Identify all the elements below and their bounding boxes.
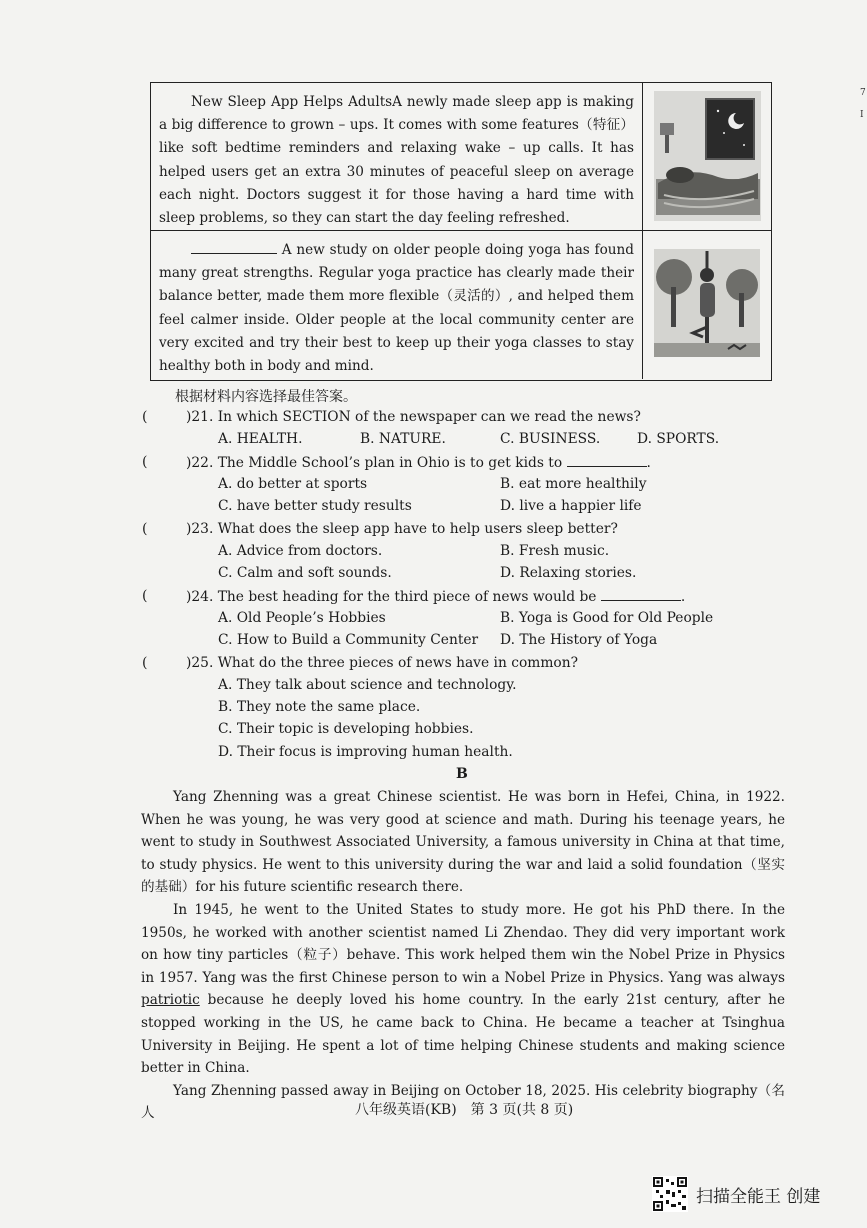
passage-paragraph-3: Yang Zhenning passed away in Beijing on October 18, 2025. His celebrity biography（名人 [141, 1082, 785, 1122]
news-table [150, 82, 772, 381]
q22-option-a: A. do better at sports [218, 476, 368, 492]
question-25-stem: )25. What do the three pieces of news have in common? [186, 655, 578, 671]
q24-option-b: B. Yoga is Good for Old People [500, 610, 714, 626]
question-24-stem: )24. The best heading for the third piece of news would be . [186, 589, 686, 605]
passage-paragraph-2: In 1945, he went to the United States to study more. He got his PhD there. In the 1950s, he worked with another scientist named Li Zhendao. They did very important work on how tiny particles（粒子）behave. This work helped them win the Nobel Prize in Physics in 1957. Yang was the first Chinese person to win a Nobel Prize in Physics. Yang was always patriotic because he deeply loved his home country. In the early 21st century, after he stopped working in the US, he came back to China. He became a teacher at Tsinghua University in Beijing. He spent a lot of time helping Chinese students and making science better in China. [141, 901, 786, 1077]
underlined-word-patriotic: patriotic [141, 992, 200, 1009]
heading-blank [191, 239, 277, 254]
question-21-stem: )21. In which SECTION of the newspaper can we read the news? [186, 409, 641, 425]
q23-option-d: D. Relaxing stories. [500, 565, 637, 581]
news-text-sleep-app: New Sleep App Helps AdultsA newly made sleep app is making a big difference to grown – ups. It comes with some features（特征）like soft bedtime reminders and relaxing wake – up calls. It has helped users get an extra 30 minutes of peaceful sleep on average each night. Doctors suggest it for those having a hard time with sleep problems, so they can start the day feeling refreshed. [159, 94, 634, 227]
news-item-sleep-app [151, 83, 643, 230]
q23-option-b: B. Fresh music. [500, 543, 610, 559]
q23-option-c: C. Calm and soft sounds. [218, 565, 392, 581]
qr-code-icon [652, 1176, 688, 1212]
page-footer: 八年级英语(KB) 第 3 页(共 8 页) [355, 1102, 574, 1118]
q25-option-b: B. They note the same place. [218, 699, 421, 715]
answer-paren-24: ( [142, 588, 148, 604]
margin-mark-1: 7 [860, 88, 866, 98]
section-heading-b: B [456, 766, 468, 782]
q22-blank [567, 454, 647, 467]
q22-option-d: D. live a happier life [500, 498, 642, 514]
news-row-yoga [151, 231, 771, 379]
news-row-sleep-app [151, 83, 771, 231]
instruction: 根据材料内容选择最佳答案。 [175, 389, 357, 405]
q23-option-a: A. Advice from doctors. [218, 543, 383, 559]
question-23-stem: )23. What does the sleep app have to help users sleep better? [186, 521, 618, 537]
answer-paren-23: ( [142, 521, 148, 537]
answer-paren-22: ( [142, 454, 148, 470]
scanner-watermark [652, 1176, 820, 1212]
yoga-illustration [644, 231, 771, 379]
passage-paragraph-1: Yang Zhenning was a great Chinese scientist. He was born in Hefei, China, in 1922. When he was young, he was very good at science and math. During his teenage years, he went to study in Southwest Associated University, a famous university in China at that time, to study physics. He went to this university during the war and laid a solid foundation（坚实的基础）for his future scientific research there. [141, 789, 785, 896]
q22-option-b: B. eat more healthily [500, 476, 647, 492]
sleep-illustration [644, 83, 771, 230]
q24-option-a: A. Old People’s Hobbies [218, 610, 386, 626]
q24-option-c: C. How to Build a Community Center [218, 632, 479, 648]
news-item-yoga [151, 231, 643, 379]
q25-option-c: C. Their topic is developing hobbies. [218, 721, 474, 737]
q25-option-d: D. Their focus is improving human health. [218, 744, 513, 760]
margin-mark-2: I [860, 110, 864, 120]
question-22-stem: )22. The Middle School’s plan in Ohio is to get kids to . [186, 455, 651, 471]
answer-paren-21: ( [142, 409, 148, 425]
q22-option-c: C. have better study results [218, 498, 412, 514]
q21-option-c: C. BUSINESS. [500, 431, 601, 447]
watermark-text: 扫描全能王 创建 [696, 1186, 821, 1207]
q21-option-a: A. HEALTH. [218, 431, 303, 447]
q21-option-b: B. NATURE. [360, 431, 446, 447]
q25-option-a: A. They talk about science and technology. [218, 677, 517, 693]
q24-blank [601, 588, 681, 601]
reading-passage-b [141, 786, 785, 1125]
q24-option-d: D. The History of Yoga [500, 632, 658, 648]
answer-paren-25: ( [142, 655, 148, 671]
q21-option-d: D. SPORTS. [637, 431, 720, 447]
news-text-yoga: A new study on older people doing yoga has found many great strengths. Regular yoga practice has clearly made their balance better, made them more flexible（灵活的）, and helped them feel calmer inside. Older people at the local community center are very excited and try their best to keep up their yoga classes to stay healthy both in body and mind. [159, 242, 634, 375]
